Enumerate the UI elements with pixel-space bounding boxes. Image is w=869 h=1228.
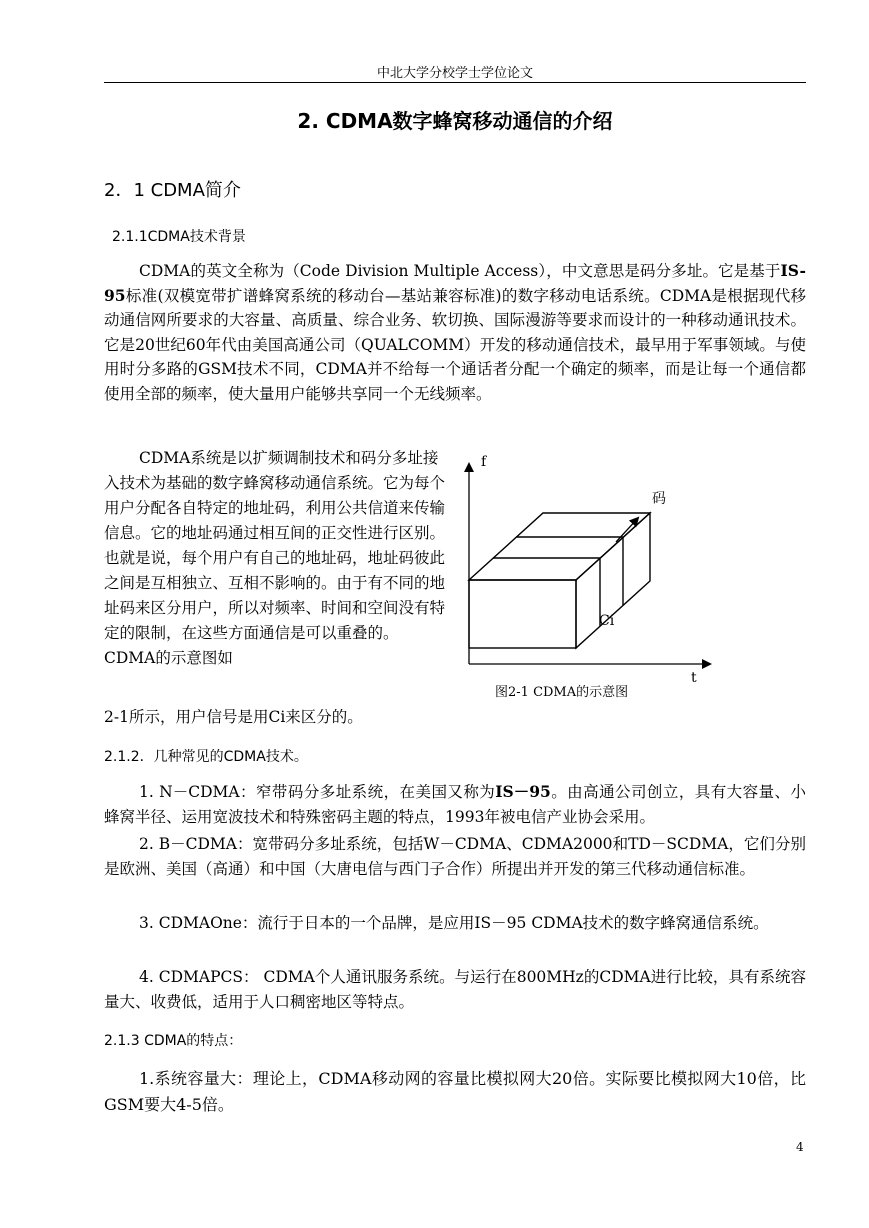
chapter-title: 2. CDMA数字蜂窝移动通信的介绍 (297, 109, 613, 133)
label-code: 码 (652, 491, 666, 507)
paragraph-background (104, 259, 806, 406)
axis-label-t: t (691, 670, 697, 686)
figure-caption: 图2-1 CDMA的示意图 (495, 685, 629, 700)
list-item-ncdma (104, 780, 806, 829)
paragraph-cdma-system-text: CDMA系统是以扩频调制技术和码分多址接入技术为基础的数字蜂窝移动通信系统。它为每个用户分配各自特定的地址码，利用公共信道来传输信息。它的地址码通过相互间的正交性进行区别。也就是说，每个用户有自己的地址码，地址码彼此之间是互相独立、互相不影响的。由于有不同的地址码来区分用户，所以对频率、时间和空间没有特定的限制，在这些方面通信是可以重叠的。CDMA的示意图如 (104, 449, 446, 667)
paragraph-background-bold: IS-95 (104, 261, 806, 305)
list-item-ncdma-text-b: 。由高通公司创立，具有大容量、小蜂窝半径、运用宽波技术和特殊密码主题的特点，1993年被电信产业协会采用。 (104, 783, 806, 826)
label-ci: Ci (599, 613, 615, 629)
list-item-bcdma: 2. B－CDMA：宽带码分多址系统，包括W－CDMA、CDMA2000和TD－SCDMA，它们分别是欧洲、美国（高通）和中国（大唐电信与西门子合作）所提出并开发的第三代移动通信标准。 (104, 835, 806, 878)
list-item-ncdma-text-a: 1. N－CDMA：窄带码分多址系统，在美国又称为 (139, 783, 496, 801)
code-arrow (616, 518, 638, 542)
page-number: 4 (796, 1140, 804, 1154)
paragraph-cdma-system (104, 446, 449, 671)
section-title: 2．1 CDMA简介 (104, 180, 241, 201)
list-item-cdmapcs: 4. CDMAPCS： CDMA个人通讯服务系统。与运行在800MHz的CDMA进行比较，具有系统容量大、收费低，适用于人口稠密地区等特点。 (104, 968, 806, 1011)
cdma-diagram (455, 448, 725, 688)
list-item-cdmaone: 3. CDMAOne：流行于日本的一个品牌，是应用IS－95 CDMA技术的数字蜂窝通信系统。 (139, 914, 769, 932)
running-header: 中北大学分校学士学位论文 (376, 66, 533, 81)
subsection-title-2-1-3: 2.1.3 CDMA的特点： (104, 1033, 243, 1049)
paragraph-background-text-b: 标准(双模宽带扩谱蜂窝系统的移动台—基站兼容标准)的数字移动电话系统。CDMA是根据现代移动通信网所要求的大容量、高质量、综合业务、软切换、国际漫游等要求而设计的一种移动通讯技术。它是20世纪60年代由美国高通公司（QUALCOMM）开发的移动通信技术，最早用于军事领域。与使用时分多路的GSM技术不同，CDMA并不给每一个通话者分配一个确定的频率，而是让每一个通信都使用全部的频率，使大量用户能够共享同一个无线频率。 (104, 286, 806, 403)
list-item-ncdma-bold: IS－95 (495, 782, 551, 801)
paragraph-cdma-system-tail: 2-1所示，用户信号是用Ci来区分的。 (104, 708, 363, 726)
axis-label-f: f (481, 454, 487, 470)
subsection-title-2-1-2: 2.1.2．几种常见的CDMA技术。 (104, 749, 308, 765)
figure-2-1 (455, 448, 725, 708)
feature-item-capacity: 1.系统容量大：理论上，CDMA移动网的容量比模拟网大20倍。实际要比模拟网大10倍，比GSM要大4-5倍。 (104, 1069, 806, 1114)
paragraph-background-text-a: CDMA的英文全称为（Code Division Multiple Access），中文意思是码分多址。它是基于 (139, 262, 781, 280)
subsection-title-2-1-1: 2.1.1CDMA技术背景 (112, 229, 246, 245)
header-rule (104, 82, 806, 83)
code-cube (469, 513, 650, 648)
